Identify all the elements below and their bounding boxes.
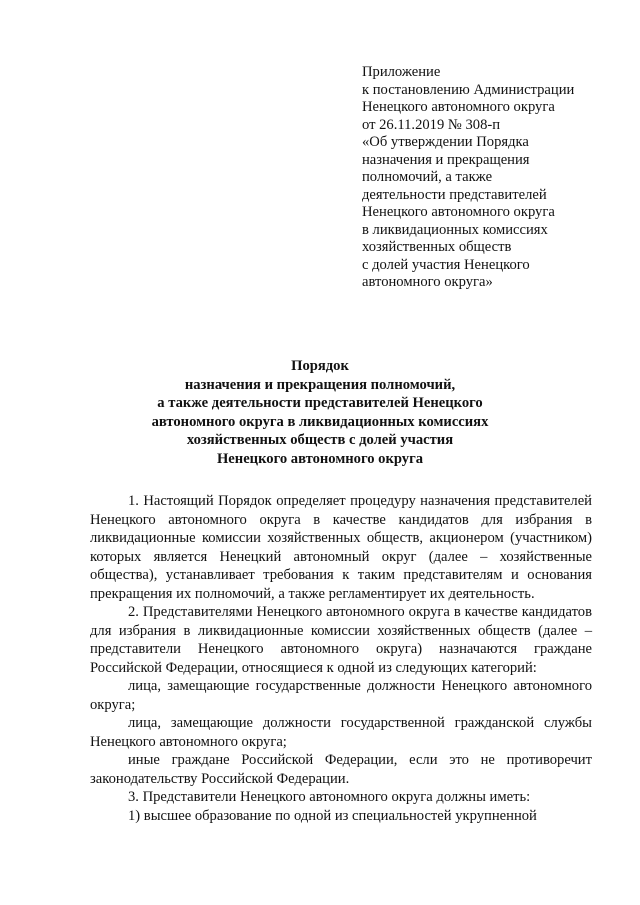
appendix-line: с долей участия Ненецкого [362,256,530,273]
appendix-line: деятельности представителей [362,186,547,203]
title-line: хозяйственных обществ с долей участия [186,432,454,449]
appendix-line: «Об утверждении Порядка [362,134,529,150]
paragraph-category-3: иные граждане Российской Федерации, если это не противоречит законодательству Российской Федерации. [90,752,592,787]
appendix-line: Приложение [362,64,441,80]
document-body [90,492,592,825]
title-line: автономного округа в ликвидационных комиссиях [151,413,489,430]
appendix-block [362,64,622,292]
paragraph-2: 2. Представителями Ненецкого автономного округа в качестве кандидатов для избрания в ликвидационные комиссии хозяйственных обществ (далее – представители Ненецкого автономного округа) назначаются граждане Российской Федерации, относящиеся к одной из следующих категорий: [90,604,592,676]
appendix-line: автономного округа» [362,274,493,290]
appendix-line: полномочий, а также [362,169,493,185]
title-line: Порядок [291,358,349,374]
paragraph-3: 3. Представители Ненецкого автономного округа должны иметь: [128,789,531,805]
paragraph-3-item-1: 1) высшее образование по одной из специальностей укрупненной [128,807,537,824]
title-line: Ненецкого автономного округа [216,450,424,467]
appendix-line: к постановлению Администрации [362,81,575,98]
title-line: а также деятельности представителей Ненецкого [157,395,483,412]
appendix-line: хозяйственных обществ [362,239,512,255]
appendix-line: в ликвидационных комиссиях [362,221,548,238]
paragraph-1: 1. Настоящий Порядок определяет процедуру назначения представителей Ненецкого автономного округа в качестве кандидатов для избрания в ликвидационные комиссии хозяйственных обществ, акционером (участником) которых является Ненецкий автономный округ (далее – хозяйственные общества), устанавливает требования к таким представителям и основания прекращения их полномочий, а также регламентирует их деятельность. [90,493,592,602]
paragraph-category-1: лица, замещающие государственные должности Ненецкого автономного округа; [90,678,592,713]
paragraph-category-2: лица, замещающие должности государственной гражданской службы Ненецкого автономного округа; [90,715,592,750]
appendix-line: назначения и прекращения [362,151,530,168]
appendix-line: Ненецкого автономного округа [362,204,555,220]
appendix-line: от 26.11.2019 № 308-п [362,116,501,133]
appendix-line: Ненецкого автономного округа [362,99,555,115]
title-line: назначения и прекращения полномочий, [184,376,456,393]
document-title [90,357,550,469]
